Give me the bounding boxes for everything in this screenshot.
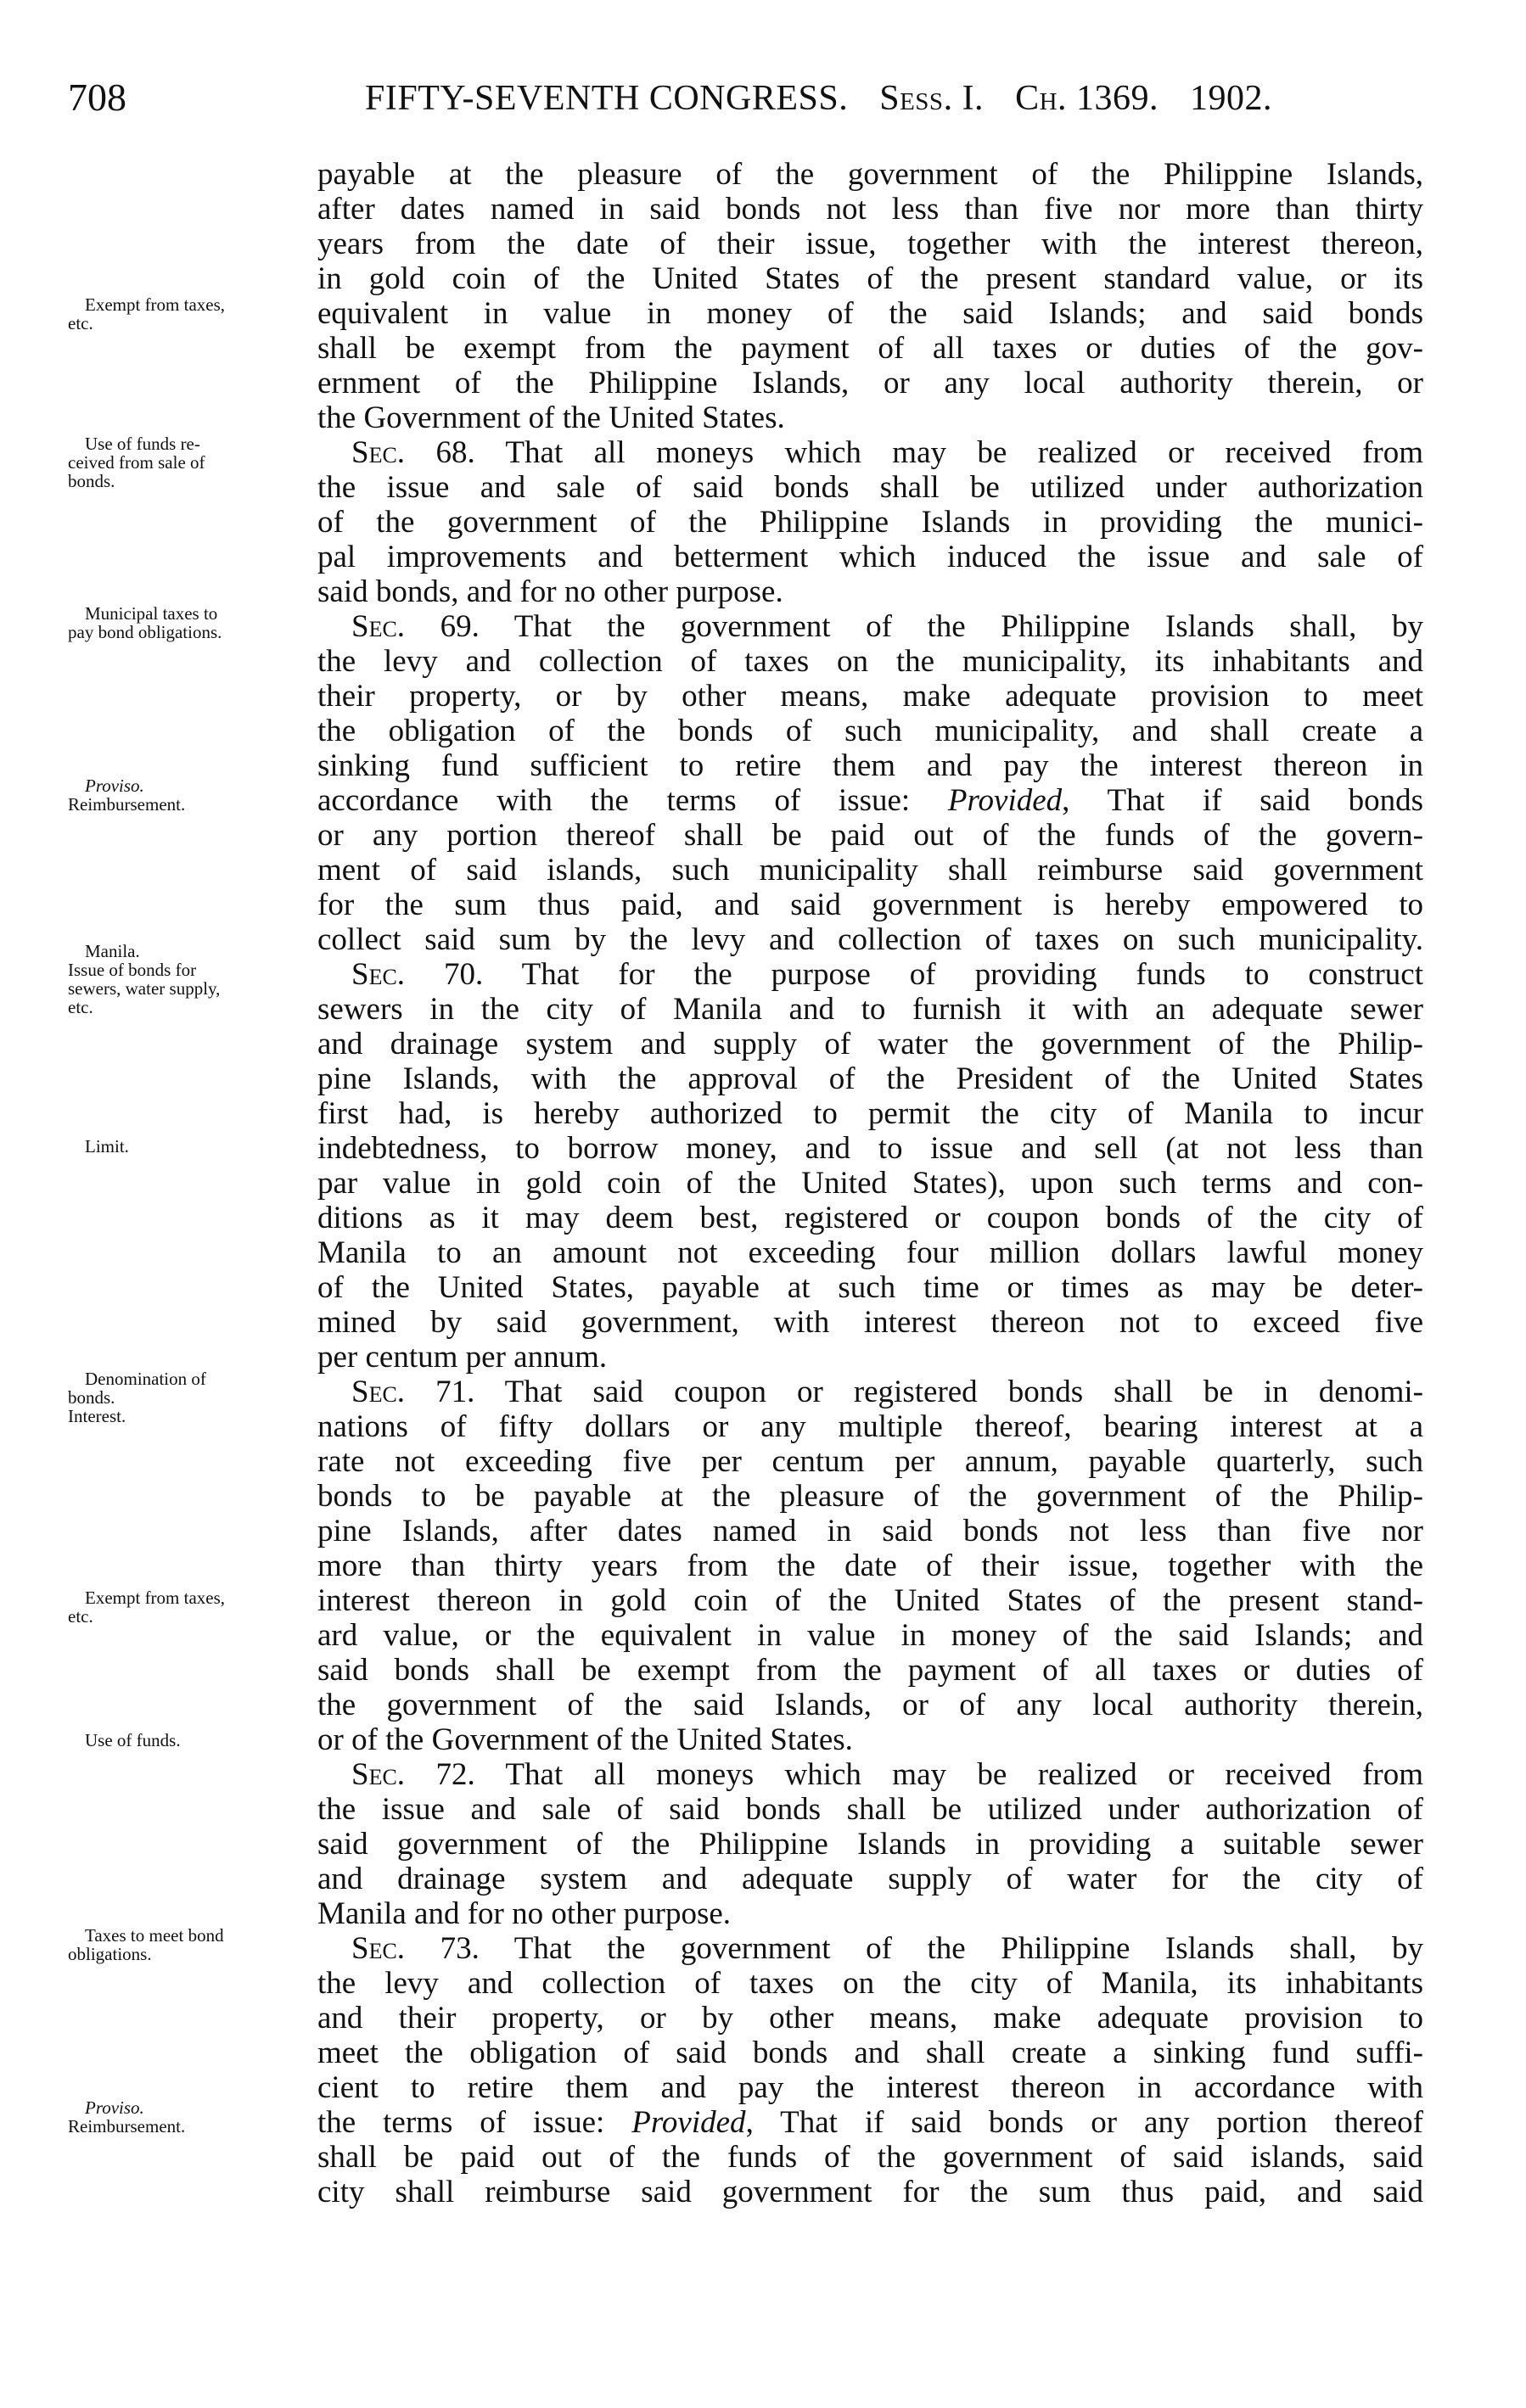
margin-note-line: etc. (68, 313, 93, 333)
text-line (317, 1340, 1423, 1375)
text-segment: 72. That all moneys which may be realized or received from (405, 1757, 1423, 1792)
text-line (317, 714, 1423, 748)
text-line (317, 2105, 1423, 2140)
text-segment: 70. That for the purpose of providing funds to construct (405, 957, 1423, 992)
text-segment: meet the obligation of said bonds and shall create a sinking fund suffi- (317, 2036, 1423, 2070)
text-segment: , That if said bonds (1062, 783, 1423, 818)
margin-note-line: pay bond obligations. (68, 622, 222, 642)
text-line (317, 2140, 1423, 2175)
margin-note (68, 1369, 307, 1425)
text-line (317, 1479, 1423, 1514)
text-segment: the obligation of the bonds of such municipality, and shall create a (317, 714, 1423, 748)
text-line (317, 1966, 1423, 2001)
chapter-label: Ch. 1369. (1015, 79, 1159, 118)
text-line (317, 1792, 1423, 1827)
text-segment: pine Islands, with the approval of the President of the United States (317, 1061, 1423, 1096)
running-head (365, 78, 1366, 119)
text-line (317, 679, 1423, 714)
text-segment: first had, is hereby authorized to permit the city of Manila to incur (317, 1096, 1423, 1131)
text-line (317, 644, 1423, 679)
margin-note-line: Exempt from taxes, (85, 1588, 226, 1608)
text-line (317, 1583, 1423, 1618)
text-segment: or any portion thereof shall be paid out of the funds of the govern- (317, 818, 1423, 853)
margin-note (68, 1137, 307, 1156)
text-segment: the terms of issue: (317, 2105, 632, 2140)
text-line (317, 1409, 1423, 1444)
text-segment: pine Islands, after dates named in said bonds not less than five nor (317, 1514, 1423, 1548)
text-segment: nations of fifty dollars or any multiple thereof, bearing interest at a (317, 1409, 1423, 1444)
text-segment: sewers in the city of Manila and to furnish it with an adequate sewer (317, 992, 1423, 1027)
margin-note-line: Manila. (85, 941, 140, 961)
text-segment: said government of the Philippine Islands in providing a suitable sewer (317, 1827, 1423, 1862)
text-line (317, 1131, 1423, 1166)
text-line (317, 922, 1423, 957)
margin-note-line: Use of funds re- (85, 434, 200, 454)
text-line (317, 157, 1423, 192)
margin-note (68, 1926, 307, 1963)
text-line (317, 1514, 1423, 1548)
text-line (317, 1270, 1423, 1305)
year-label: 1902. (1190, 79, 1273, 118)
margin-note (68, 1731, 307, 1750)
text-line (317, 1862, 1423, 1896)
text-line (317, 192, 1423, 227)
text-segment: ernment of the Philippine Islands, or any local authority therein, or (317, 366, 1423, 400)
text-segment: par value in gold coin of the United States), upon such terms and con- (317, 1166, 1423, 1201)
text-segment: and drainage system and supply of water the government of the Philip- (317, 1027, 1423, 1061)
margin-note-line: Use of funds. (85, 1730, 181, 1750)
text-line (317, 1548, 1423, 1583)
text-segment: cient to retire them and pay the interest thereon in accordance with (317, 2070, 1423, 2105)
text-line (317, 1027, 1423, 1061)
text-segment: the Government of the United States. (317, 400, 785, 435)
text-line (317, 296, 1423, 331)
section-label: Sec. (351, 1931, 406, 1966)
section-label: Sec. (351, 957, 406, 992)
text-line (317, 748, 1423, 783)
margin-note-line: obligations. (68, 1944, 152, 1964)
congress-title: FIFTY-SEVENTH CONGRESS. (365, 79, 849, 118)
text-segment: ditions as it may deem best, registered or coupon bonds of the city of (317, 1201, 1423, 1235)
margin-note-line: Municipal taxes to (85, 603, 218, 624)
text-line (317, 609, 1423, 644)
section-label: Sec. (351, 609, 406, 644)
text-segment: and drainage system and adequate supply of water for the city of (317, 1862, 1423, 1896)
text-segment: said bonds shall be exempt from the payment of all taxes or duties of (317, 1653, 1423, 1688)
text-line (317, 400, 1423, 435)
text-segment: said bonds, and for no other purpose. (317, 574, 783, 609)
section-label: Sec. (351, 1757, 406, 1792)
text-segment: the levy and collection of taxes on the city of Manila, its inhabitants (317, 1966, 1423, 2001)
text-line (317, 2175, 1423, 2209)
margin-note (68, 2098, 307, 2136)
text-segment: more than thirty years from the date of their issue, together with the (317, 1548, 1423, 1583)
text-segment: equivalent in value in money of the said Islands; and said bonds (317, 296, 1423, 331)
text-segment: the government of the said Islands, or of any local authority therein, (317, 1688, 1423, 1722)
text-line (317, 2001, 1423, 2036)
text-segment: of the government of the Philippine Islands in providing the munici- (317, 505, 1423, 540)
text-line (317, 1896, 1423, 1931)
text-segment: 73. That the government of the Philippine Islands shall, by (405, 1931, 1423, 1966)
text-segment: accordance with the terms of issue: (317, 783, 948, 818)
text-line (317, 366, 1423, 400)
proviso-label: Proviso. (85, 2097, 144, 2118)
text-segment: 69. That the government of the Philippine Islands shall, by (405, 609, 1423, 644)
text-segment: sinking fund sufficient to retire them and pay the interest thereon in (317, 748, 1423, 783)
text-line (317, 853, 1423, 888)
text-line (317, 331, 1423, 366)
margin-note-line: etc. (68, 997, 93, 1017)
text-segment: per centum per annum. (317, 1340, 608, 1375)
text-line (317, 1757, 1423, 1792)
text-segment: in gold coin of the United States of the present standard value, or its (317, 261, 1423, 296)
margin-note (68, 295, 307, 333)
text-line (317, 1653, 1423, 1688)
text-line (317, 992, 1423, 1027)
text-segment: indebtedness, to borrow money, and to issue and sell (at not less than (317, 1131, 1423, 1166)
text-segment: their property, or by other means, make adequate provision to meet (317, 679, 1423, 714)
text-line (317, 957, 1423, 992)
text-segment: of the United States, payable at such time or times as may be deter- (317, 1270, 1423, 1305)
text-line (317, 261, 1423, 296)
text-segment: Manila to an amount not exceeding four million dollars lawful money (317, 1235, 1423, 1270)
text-line (317, 1827, 1423, 1862)
text-line (317, 1618, 1423, 1653)
text-line (317, 2036, 1423, 2070)
statute-text (317, 157, 1423, 2209)
text-line (317, 574, 1423, 609)
text-line (317, 1722, 1423, 1757)
text-segment: shall be exempt from the payment of all taxes or duties of the gov- (317, 331, 1423, 366)
text-line (317, 505, 1423, 540)
margin-note-line: Interest. (68, 1406, 126, 1426)
margin-note-line: Reimbursement. (68, 794, 186, 815)
text-segment: interest thereon in gold coin of the United States of the present stand- (317, 1583, 1423, 1618)
text-segment: Manila and for no other purpose. (317, 1896, 732, 1931)
text-segment: after dates named in said bonds not less than five nor more than thirty (317, 192, 1423, 227)
text-line (317, 1166, 1423, 1201)
margin-note-line: bonds. (68, 471, 115, 491)
margin-note (68, 776, 307, 814)
text-line (317, 2070, 1423, 2105)
margin-note-line: bonds. (68, 1387, 115, 1408)
text-segment: bonds to be payable at the pleasure of the government of the Philip- (317, 1479, 1423, 1514)
text-line (317, 1061, 1423, 1096)
session-label: Sess. I. (879, 79, 985, 118)
proviso-label: Proviso. (85, 776, 144, 796)
margin-note-line: Exempt from taxes, (85, 294, 226, 315)
margin-note-line: sewers, water supply, (68, 978, 221, 999)
text-segment: years from the date of their issue, together with the interest thereon, (317, 227, 1423, 261)
text-line (317, 435, 1423, 470)
text-segment: pal improvements and betterment which induced the issue and sale of (317, 540, 1423, 574)
text-segment: city shall reimburse said government for the sum thus paid, and said (317, 2175, 1423, 2209)
margin-note-line: Issue of bonds for (68, 960, 197, 980)
margin-note-line: Limit. (85, 1136, 129, 1156)
text-segment: shall be paid out of the funds of the government of said islands, said (317, 2140, 1423, 2175)
text-segment: ard value, or the equivalent in value in money of the said Islands; and (317, 1618, 1423, 1653)
margin-note-line: Taxes to meet bond (85, 1925, 224, 1946)
text-segment: mined by said government, with interest thereon not to exceed five (317, 1305, 1423, 1340)
text-line (317, 818, 1423, 853)
margin-note-line: etc. (68, 1606, 93, 1627)
text-line (317, 1375, 1423, 1409)
text-line (317, 1096, 1423, 1131)
text-segment: ment of said islands, such municipality shall reimburse said government (317, 853, 1423, 888)
text-line (317, 1305, 1423, 1340)
text-line (317, 1931, 1423, 1966)
text-line (317, 783, 1423, 818)
text-segment: and their property, or by other means, make adequate provision to (317, 2001, 1423, 2036)
text-segment: 71. That said coupon or registered bonds shall be in denomi- (405, 1375, 1423, 1409)
section-label: Sec. (351, 1375, 406, 1409)
section-label: Sec. (351, 435, 406, 470)
text-segment: the levy and collection of taxes on the municipality, its inhabitants and (317, 644, 1423, 679)
text-line (317, 470, 1423, 505)
proviso-word: Provided (631, 2105, 746, 2140)
text-segment: or of the Government of the United States. (317, 1722, 853, 1757)
text-line (317, 1688, 1423, 1722)
margin-note-line: Denomination of (85, 1369, 206, 1389)
text-segment: 68. That all moneys which may be realized or received from (405, 435, 1423, 470)
text-line (317, 540, 1423, 574)
text-segment: , That if said bonds or any portion thereof (745, 2105, 1423, 2140)
text-segment: for the sum thus paid, and said government is hereby empowered to (317, 888, 1423, 922)
margin-note (68, 604, 307, 641)
text-segment: the issue and sale of said bonds shall be utilized under authorization of (317, 1792, 1423, 1827)
text-line (317, 1235, 1423, 1270)
text-segment: rate not exceeding five per centum per annum, payable quarterly, such (317, 1444, 1423, 1479)
text-line (317, 888, 1423, 922)
margin-note (68, 1588, 307, 1626)
text-segment: payable at the pleasure of the government of the Philippine Islands, (317, 157, 1423, 192)
margin-note-line: ceived from sale of (68, 452, 205, 473)
page-number: 708 (68, 76, 126, 119)
text-segment: collect said sum by the levy and collection of taxes on such municipality. (317, 922, 1423, 957)
margin-note (68, 942, 307, 1016)
text-line (317, 1444, 1423, 1479)
margin-note (68, 434, 307, 490)
text-line (317, 227, 1423, 261)
proviso-word: Provided (947, 783, 1063, 818)
text-line (317, 1201, 1423, 1235)
margin-note-line: Reimbursement. (68, 2116, 186, 2136)
text-segment: the issue and sale of said bonds shall be utilized under authorization (317, 470, 1423, 505)
